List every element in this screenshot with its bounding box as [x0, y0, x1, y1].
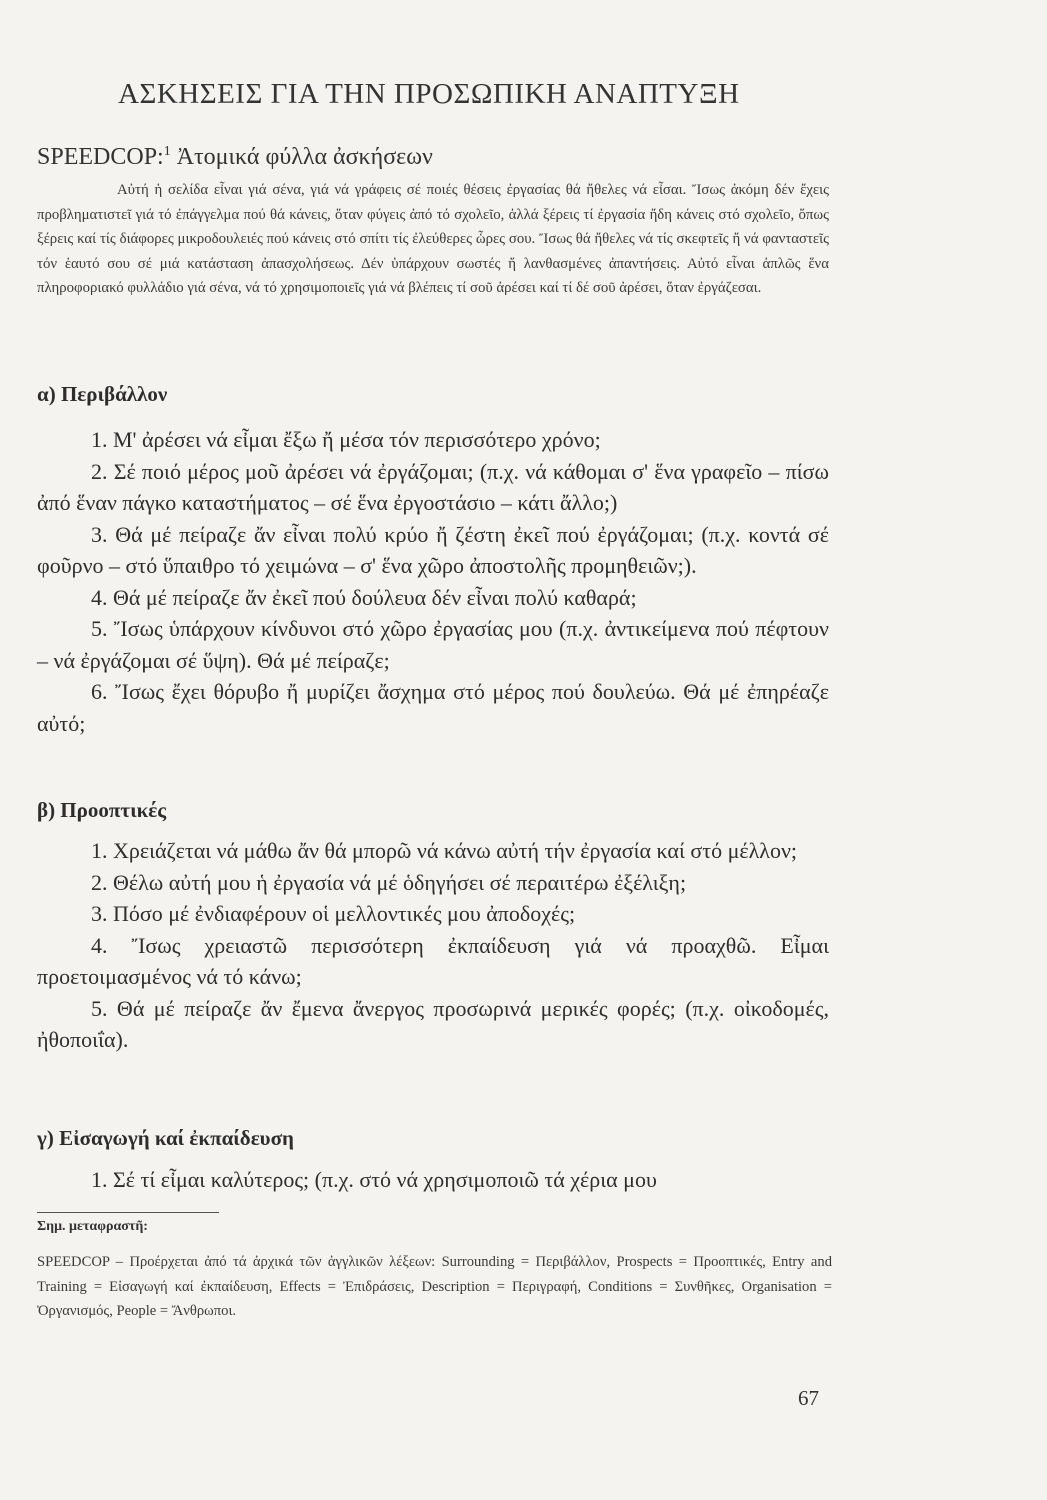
subtitle	[37, 144, 837, 171]
list-item: 6. Ἴσως ἔχει θόρυβο ἤ μυρίζει ἄσχημα στό μέρος πού δουλεύω. Θά μέ ἐπηρέαζε αὐτό;	[37, 679, 829, 736]
list-item: 5. Ἴσως ὑπάρχουν κίνδυνοι στό χῶρο ἐργασίας μου (π.χ. ἀντικείμενα πού πέφτουν – νά ἐργάζομαι σέ ὕψη). Θά μέ πείραζε;	[37, 616, 829, 673]
list-item: 4. Θά μέ πείραζε ἄν ἐκεῖ πού δούλευα δέν εἶναι πολύ καθαρά;	[91, 584, 637, 610]
footnote-divider	[37, 1212, 219, 1213]
list-item: 3. Θά μέ πείραζε ἄν εἶναι πολύ κρύο ἤ ζέστη ἐκεῖ πού ἐργάζομαι; (π.χ. κοντά σέ φοῦρνο – στό ὕπαιθρο τό χειμώνα – σ' ἕνα χῶρο ἀποστολῆς προμηθειῶν;).	[37, 521, 829, 578]
list-item: 1. Χρειάζεται νά μάθω ἄν θά μπορῶ νά κάνω αὐτή τήν ἐργασία καί στό μέλλον;	[91, 838, 798, 863]
list-item: 2. Σέ ποιό μέρος μοῦ ἀρέσει νά ἐργάζομαι; (π.χ. νά κάθομαι σ' ἕνα γραφεῖο – πίσω ἀπό ἕναν πάγκο καταστήματος – σέ ἕνα ἐργοστάσιο – κάτι ἄλλο;)	[37, 458, 829, 515]
footnote-marker: 1	[163, 144, 171, 159]
intro-paragraph: Αὐτή ἡ σελίδα εἶναι γιά σένα, γιά νά γράφεις σέ ποιές θέσεις ἐργασίας θά ἤθελες νά εἶσαι. Ἴσως ἀκόμη δέν ἔχεις προβληματιστεῖ γιά τό ἐπάγγελμα πού θά κάνεις, ὅταν φύγεις ἀπό τό σχολεῖο, ἀλλά ξέρεις τί ἐργασία ἤδη κάνεις στό σχολεῖο, ὅπως ξέρεις καί τίς διάφορες μικροδουλειές πού κάνεις στό σπίτι τίς ἐλεύθερες ὧρες σου. Ἴσως θά ἤθελες νά τίς σκεφτεῖς ἤ νά φανταστεῖς τόν ἑαυτό σου σέ μιά κατάσταση ἀπασχολήσεως. Δέν ὑπάρχουν σωστές ἤ λανθασμένες ἀπαντήσεις. Αὐτό εἶναι ἁπλῶς ἕνα πληροφοριακό φυλλάδιο γιά σένα, νά τό χρησιμοποιεῖς γιά νά βλέπεις τί σοῦ ἀρέσει καί τί δέ σοῦ ἀρέσει, ὅταν ἐργάζεσαι.	[37, 182, 829, 297]
list-item: 4. Ἴσως χρειαστῶ περισσότερη ἐκπαίδευση γιά νά προαχθῶ. Εἶμαι προετοιμασμένος νά τό κάνω;	[37, 932, 829, 989]
footnote-label: Σημ. μεταφραστῆ:	[37, 1219, 148, 1234]
list-item: 3. Πόσο μέ ἐνδιαφέρουν οἱ μελλοντικές μου ἀποδοχές;	[91, 901, 576, 926]
section-heading-prospects: β) Προοπτικές	[37, 798, 167, 822]
list-item: 2. Θέλω αὐτή μου ἡ ἐργασία νά μέ ὁδηγήσει σέ περαιτέρω ἐξέλιξη;	[91, 869, 687, 895]
list-item: 1. Μ' ἀρέσει νά εἶμαι ἔξω ἤ μέσα τόν περισσότερο χρόνο;	[91, 427, 601, 452]
section-heading-environment: α) Περιβάλλον	[37, 382, 168, 406]
page-number: 67	[798, 1386, 819, 1410]
subtitle-text: Ἀτομικά φύλλα ἀσκήσεων	[170, 144, 433, 170]
section-list-environment	[37, 424, 829, 739]
section-heading-entry-training: γ) Εἰσαγωγή καί ἐκπαίδευση	[37, 1126, 294, 1150]
subtitle-prefix: SPEEDCOP:	[37, 144, 164, 170]
list-item: 1. Σέ τί εἶμαι καλύτερος; (π.χ. στό νά χρησιμοποιῶ τά χέρια μου	[91, 1167, 657, 1192]
section-list-entry-training	[37, 1164, 829, 1196]
footnote-text: SPEEDCOP – Προέρχεται ἀπό τά ἀρχικά τῶν ἀγγλικῶν λέξεων: Surrounding = Περιβάλλον, Prospects = Προοπτικές, Entry and Training = Εἰσαγωγή καί ἐκπαίδευση, Effects = Ἐπιδράσεις, Description = Περιγραφή, Conditions = Συνθῆκες, Organisation = Ὀργανισμός, People = Ἄνθρωποι.	[37, 1254, 832, 1319]
list-item: 5. Θά μέ πείραζε ἄν ἔμενα ἄνεργος προσωρινά μερικές φορές; (π.χ. οἰκοδομές, ἠθοποιΐα).	[37, 995, 829, 1052]
section-list-prospects	[37, 835, 829, 1056]
page-title: ΑΣΚΗΣΕΙΣ ΓΙΑ ΤΗΝ ΠΡΟΣΩΠΙΚΗ ΑΝΑΠΤΥΞΗ	[118, 78, 740, 110]
